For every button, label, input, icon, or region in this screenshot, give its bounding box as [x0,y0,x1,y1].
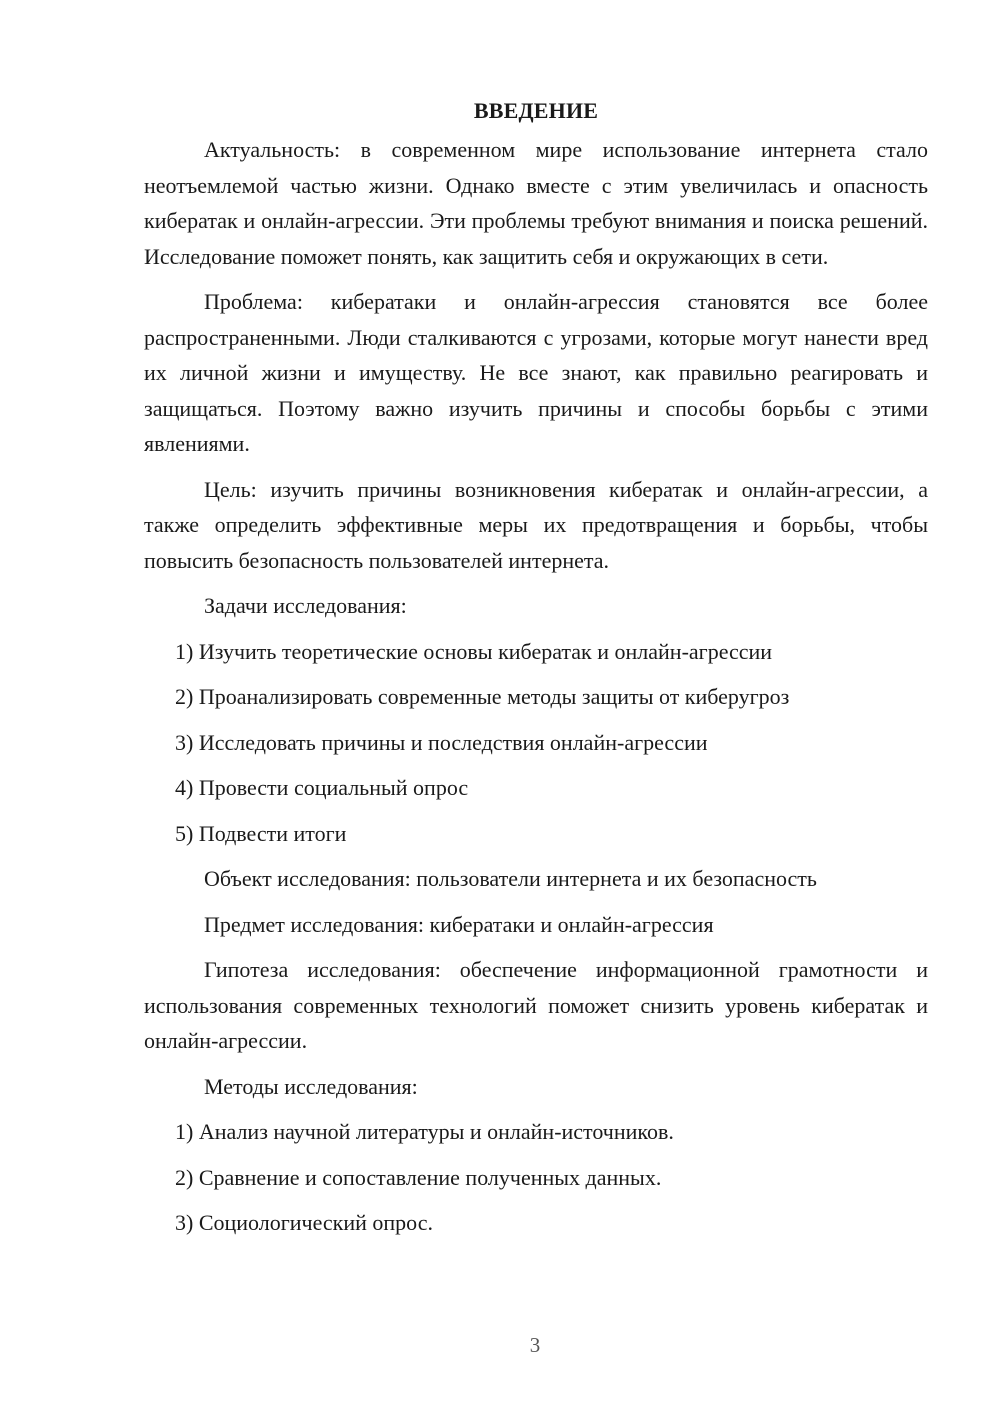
list-item: 5) Подвести итоги [175,820,347,846]
problem-paragraph: Проблема: кибератаки и онлайн-агрессия становятся все более распространенными. Люди сталкиваются с угрозами, которые могут нанести вред их личной жизни и имуществу. Не все знают, как правильно реагировать и защищаться. Поэтому важно изучить причины и способы борьбы с этими явлениями. [144,289,928,456]
hypothesis-paragraph: Гипотеза исследования: обеспечение информационной грамотности и использования современных технологий поможет снизить уровень кибератак и онлайн-агрессии. [144,957,928,1053]
list-item: 2) Сравнение и сопоставление полученных данных. [175,1164,662,1190]
goal-paragraph: Цель: изучить причины возникновения кибератак и онлайн-агрессии, а также определить эффективные меры их предотвращения и борьбы, чтобы повысить безопасность пользователей интернета. [144,476,928,573]
document-page [144,96,928,1251]
list-item: 1) Анализ научной литературы и онлайн-источников. [175,1119,674,1144]
relevance-paragraph: Актуальность: в современном мире использование интернета стало неотъемлемой частью жизни. Однако вместе с этим увеличилась и опасность кибератак и онлайн-агрессии. Эти проблемы требуют внимания и поиска решений. Исследование поможет понять, как защитить себя и окружающих в сети. [144,137,928,269]
research-subject: Предмет исследования: кибератаки и онлайн-агрессия [204,911,714,937]
methods-list [144,1114,928,1241]
tasks-list [144,634,928,852]
list-item: 4) Провести социальный опрос [175,775,469,800]
list-item: 3) Исследовать причины и последствия онлайн-агрессии [175,729,708,755]
list-item: 1) Изучить теоретические основы кибератак и онлайн-агрессии [175,638,773,664]
section-title: ВВЕДЕНИЕ [473,98,599,123]
list-item: 2) Проанализировать современные методы защиты от киберугроз [175,684,790,709]
tasks-heading: Задачи исследования: [204,593,407,618]
page-number: 3 [529,1333,541,1357]
methods-heading: Методы исследования: [204,1073,418,1099]
research-object: Объект исследования: пользователи интернета и их безопасность [204,866,817,891]
list-item: 3) Социологический опрос. [175,1210,433,1235]
